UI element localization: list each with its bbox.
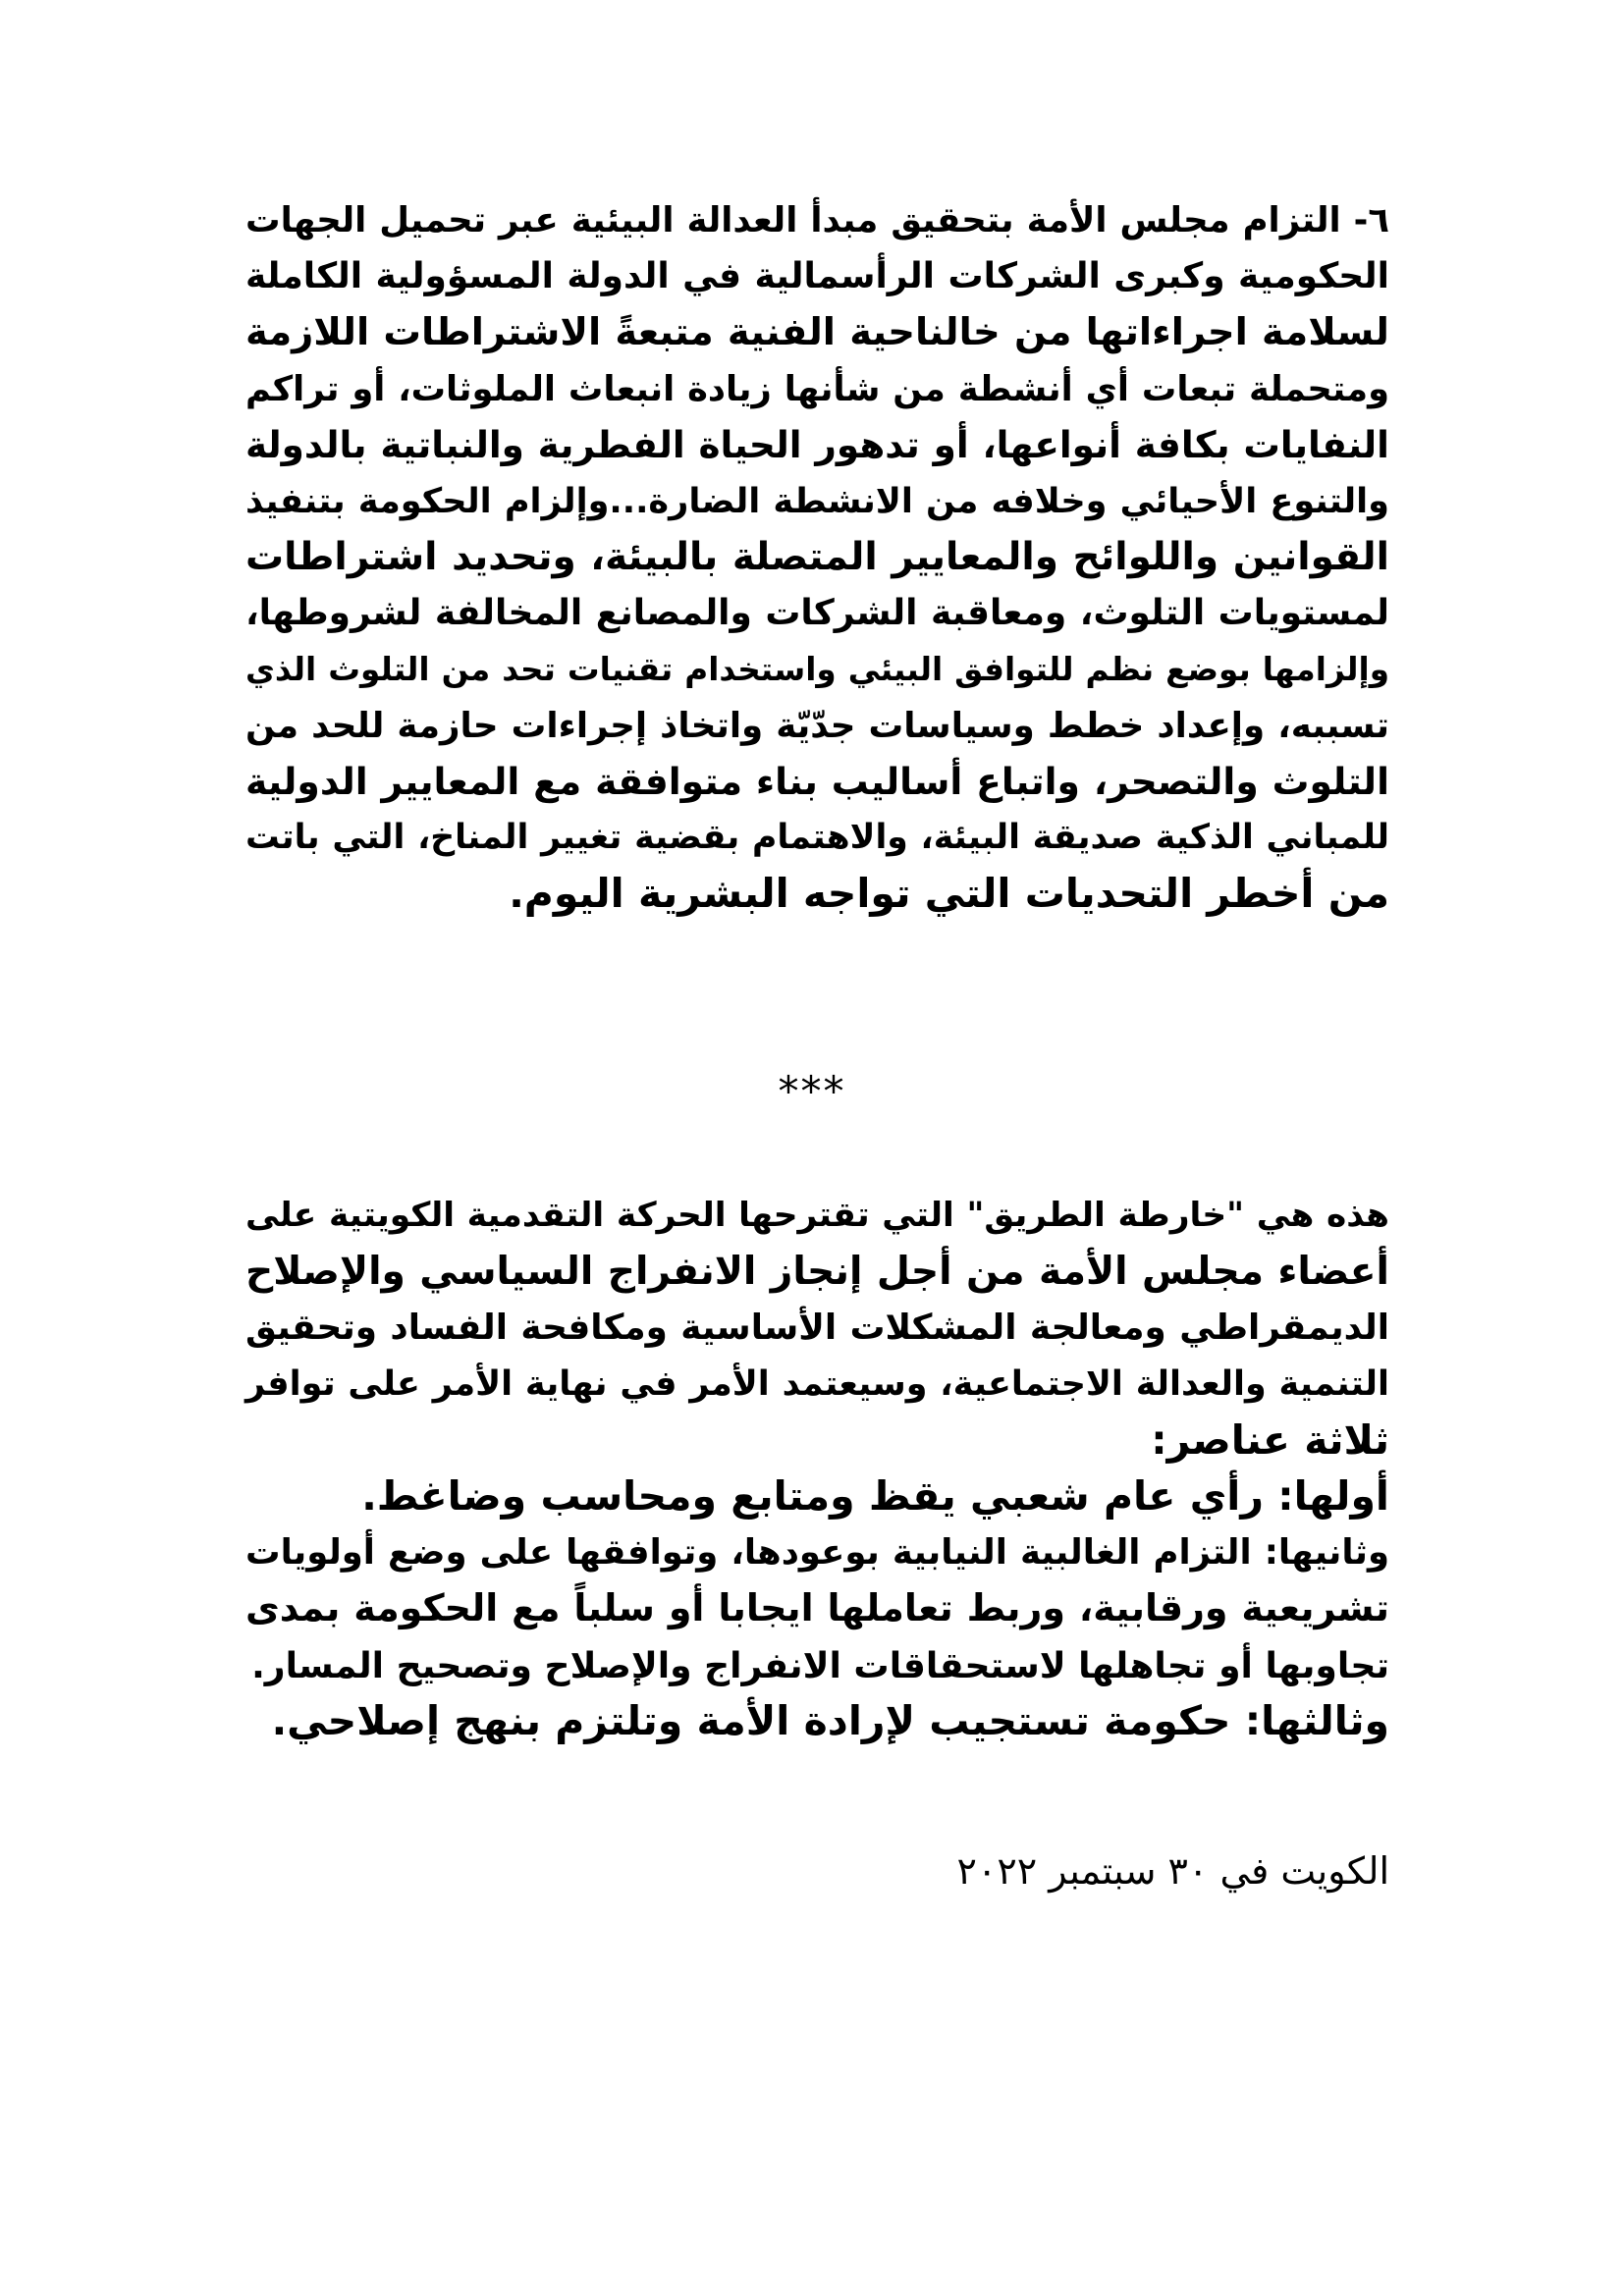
- paragraph-line: ٦- التزام مجلس الأمة بتحقيق مبدأ العدالة البيئية عبر تحميل الجهات: [245, 200, 1389, 240]
- roadmap-first-element: أولها: رأي عام شعبي يقظ ومتابع ومحاسب وضاغط.: [361, 1471, 1389, 1520]
- roadmap-second-element-line: تجاوبها أو تجاهلها لاستحقاقات الانفراج والإصلاح وتصحيح المسار.: [251, 1643, 1389, 1686]
- point-six-paragraph: [245, 192, 1389, 922]
- roadmap-paragraph: [245, 1188, 1389, 1749]
- section-separator: ***: [778, 1067, 846, 1115]
- paragraph-line: التلوث والتصحر، واتباع أساليب بناء متوافقة مع المعايير الدولية: [245, 759, 1389, 803]
- roadmap-intro-line: الديمقراطي ومعالجة المشكلات الأساسية ومكافحة الفساد وتحقيق: [245, 1308, 1389, 1349]
- roadmap-third-element: وثالثها: حكومة تستجيب لإرادة الأمة وتلتزم بنهج إصلاحي.: [271, 1696, 1389, 1744]
- roadmap-intro-line: هذه هي "خارطة الطريق" التي تقترحها الحركة التقدمية الكويتية على: [245, 1196, 1389, 1235]
- paragraph-line: تسببه، وإعداد خطط وسياسات جدّيّة واتخاذ إجراءات حازمة للحد من: [245, 705, 1389, 746]
- paragraph-line: لسلامة اجراءاتها من خالناحية الفنية متبعةً الاشتراطات اللازمة: [245, 310, 1389, 355]
- sign-off: [245, 1845, 1389, 1896]
- roadmap-second-element-line: وثانيها: التزام الغالبية النيابية بوعودها، وتوافقها على وضع أولويات: [245, 1532, 1389, 1574]
- place-and-date: الكويت في ٣٠ سبتمبر ٢٠٢٢: [956, 1849, 1389, 1893]
- paragraph-line: وإلزامها بوضع نظم للتوافق البيئي واستخدام تقنيات تحد من التلوث الذي: [245, 650, 1389, 688]
- paragraph-line: لمستويات التلوث، ومعاقبة الشركات والمصانع المخالفة لشروطها،: [245, 593, 1389, 634]
- paragraph-line: القوانين واللوائح والمعايير المتصلة بالبيئة، وتحديد اشتراطات: [245, 535, 1389, 580]
- paragraph-line: من أخطر التحديات التي تواجه البشرية اليوم.: [509, 870, 1389, 918]
- roadmap-intro-line: ثلاثة عناصر:: [1151, 1415, 1389, 1464]
- paragraph-line: الحكومية وكبرى الشركات الرأسمالية في الدولة المسؤولية الكاملة: [245, 256, 1389, 297]
- roadmap-intro-line: التنمية والعدالة الاجتماعية، وسيعتمد الأمر في نهاية الأمر على توافر: [245, 1363, 1389, 1404]
- paragraph-line: للمباني الذكية صديقة البيئة، والاهتمام بقضية تغيير المناخ، التي باتت: [245, 818, 1389, 858]
- roadmap-second-element-line: تشريعية ورقابية، وربط تعاملها ايجابا أو سلباً مع الحكومة بمدى: [245, 1586, 1389, 1630]
- paragraph-line: النفايات بكافة أنواعها، أو تدهور الحياة الفطرية والنباتية بالدولة: [245, 422, 1389, 466]
- paragraph-line: ومتحملة تبعات أي أنشطة من شأنها زيادة انبعاث الملوثات، أو تراكم: [245, 368, 1389, 409]
- roadmap-intro-line: أعضاء مجلس الأمة من أجل إنجاز الانفراج السياسي والإصلاح: [245, 1250, 1389, 1295]
- paragraph-line: والتنوع الأحيائي وخلافه من الانشطة الضارة...وإلزام الحكومة بتنفيذ: [245, 480, 1389, 521]
